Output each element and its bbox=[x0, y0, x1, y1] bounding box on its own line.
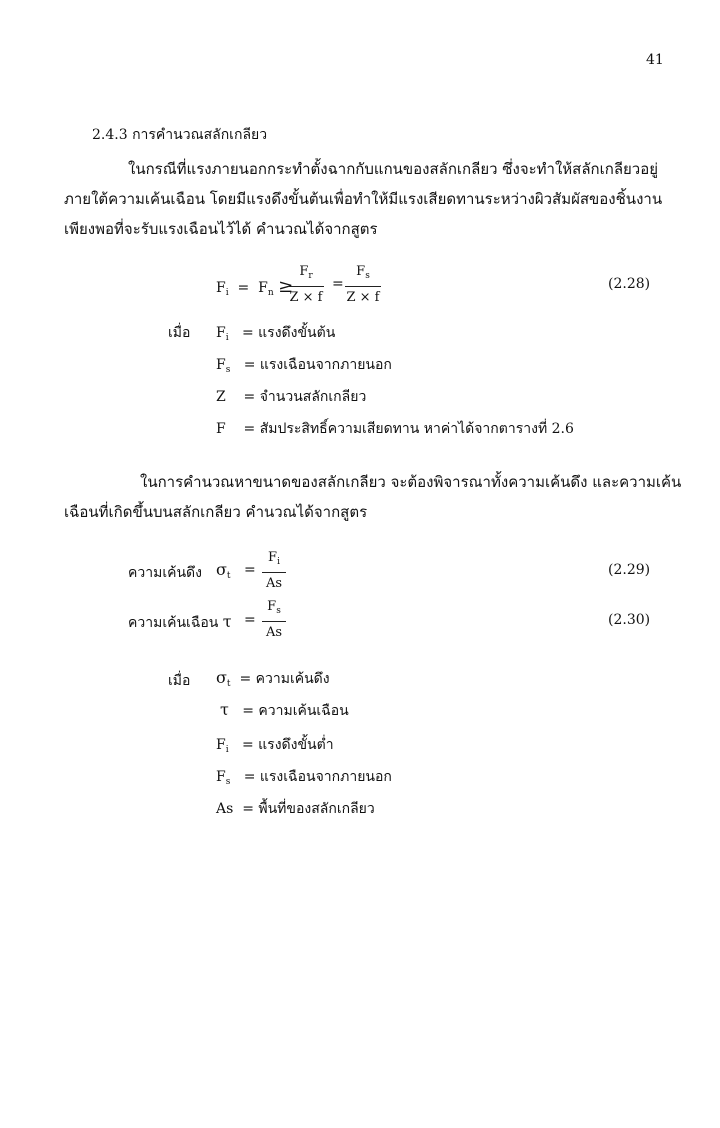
intro-line-2: ภายใต้ความเค้นเฉือน โดยมีแรงดึงขั้นต้นเพื่อทำให้มีแรงเสียดทานระหว่างผิวสัมผัสของชิ้นงาน bbox=[64, 190, 663, 208]
eq-2-29-label: ความเค้นดึง bbox=[128, 565, 202, 581]
eq-2-28-equals: = bbox=[332, 276, 344, 292]
defs2-item-1: $\sigma_t$ = ความเค้นดึง bbox=[216, 668, 330, 689]
page-number: 41 bbox=[646, 52, 664, 68]
eq-2-28-number: (2.28) bbox=[608, 276, 651, 292]
defs1-where: เมื่อ bbox=[168, 325, 191, 341]
para2-line-1: ในการคำนวณหาขนาดของสลักเกลียว จะต้องพิจารณาทั้งความเค้นดึง และความเค้น bbox=[140, 473, 682, 491]
eq-2-30-equals: = bbox=[244, 612, 256, 628]
eq-2-29-equals: = bbox=[244, 562, 256, 578]
eq-2-29-symbol: $\sigma_t$ bbox=[216, 560, 231, 581]
eq-2-29-frac: $F_i$ As bbox=[262, 550, 286, 592]
defs2-item-3: $F_i$ = แรงดึงขั้นต่ำ bbox=[216, 737, 334, 755]
defs2-item-2: τ = ความเค้นเฉือน bbox=[220, 700, 349, 719]
eq-2-29-number: (2.29) bbox=[608, 562, 651, 578]
section-heading bbox=[92, 124, 267, 146]
defs1-item-3: Z = จำนวนสลักเกลียว bbox=[216, 389, 367, 405]
intro-line-3: เพียงพอที่จะรับแรงเฉือนไว้ได้ คำนวณได้จากสูตร bbox=[64, 220, 378, 238]
defs1-item-1: $F_i$ = แรงดึงขั้นต้น bbox=[216, 325, 336, 343]
defs1-item-4: F = สัมประสิทธิ์ความเสียดทาน หาค่าได้จากตารางที่ 2.6 bbox=[216, 421, 574, 437]
eq-2-28-lhs: $F_i = F_n$ ≥ bbox=[216, 276, 294, 298]
intro-line-1: ในกรณีที่แรงภายนอกกระทำตั้งฉากกับแกนของสลักเกลียว ซึ่งจะทำให้สลักเกลียวอยู่ bbox=[128, 160, 659, 178]
section-title: การคำนวณสลักเกลียว bbox=[132, 127, 268, 143]
defs1-item-2: $F_s$ = แรงเฉือนจากภายนอก bbox=[216, 357, 392, 375]
defs2-item-4: $F_s$ = แรงเฉือนจากภายนอก bbox=[216, 769, 392, 787]
defs2-where: เมื่อ bbox=[168, 673, 191, 689]
para2-line-2: เฉือนที่เกิดขึ้นบนสลักเกลียว คำนวณได้จากสูตร bbox=[64, 503, 368, 521]
section-number: 2.4.3 bbox=[92, 127, 128, 143]
eq-2-30-frac: $F_s$ As bbox=[262, 599, 286, 641]
eq-2-30-label: ความเค้นเฉือน τ bbox=[128, 612, 232, 631]
eq-2-28-frac-1: $F_r$ Z × f bbox=[289, 264, 323, 305]
defs2-item-5: As = พื้นที่ของสลักเกลียว bbox=[216, 801, 375, 817]
eq-2-30-number: (2.30) bbox=[608, 612, 651, 628]
eq-2-28-frac-2: $F_s$ Z × f bbox=[346, 264, 380, 305]
